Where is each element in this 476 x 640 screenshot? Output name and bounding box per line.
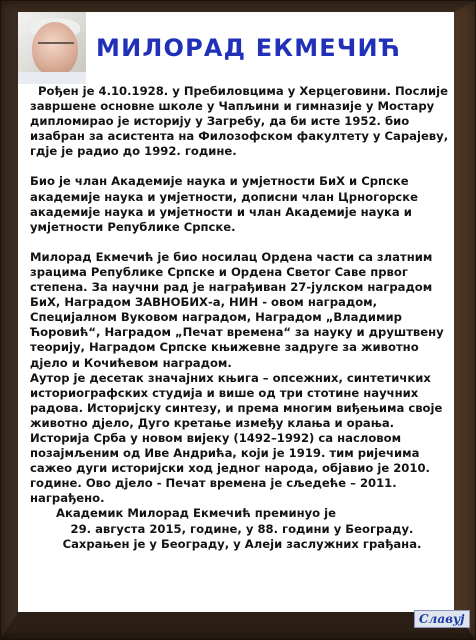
portrait-glasses (38, 42, 74, 52)
author-signature: Славуј (414, 610, 470, 628)
paragraph-death-line2: 29. августа 2015, године, у 88. години у Београду. (70, 521, 414, 536)
biography-text (30, 84, 454, 552)
paragraph-works: Аутор је десетак значајних књига – опсежних, синтетичких историографских студија и више од три стотине научних радова. Историјску синтезу, и према многим виђењима своје животно дјело, Дуго кретање између клања и орања. Историја Срба у новом вијеку (1492–1992) са насловом позајмљеним од Иве Андрића, који је 1919. тим ријечима сажео дуги историјски ход једног народа, објавио је 2010. године. Ово дјело - Печат времена је сљедеће – 2011. награђено. (30, 370, 443, 506)
paragraph-death-line3: Сахрањен је у Београду, у Алеји заслужних грађана. (62, 536, 422, 551)
portrait-shirt (18, 72, 86, 84)
paragraph-academies: Био је члан Академије наука и умјетности БиХ и Српске академије наука и умјетности, дописни члан Црногорске академије наука и умјетности и члан Академије наука и умјетности Републике Српске. (30, 174, 418, 234)
paragraph-birth: Рођен је 4.10.1928. у Пребиловцима у Херцеговини. Послије завршене основне школе у Чапљини и гимназије у Мостару дипломирао је историју у Загребу, да би исте 1952. био изабран за асистента на Филозофском факултету у Сарајеву, гдје је радио до 1992. године. (30, 84, 449, 159)
page-title: МИЛОРАД ЕКМЕЧИЋ (96, 34, 402, 62)
paragraph-death-line1: Академик Милорад Екмечић преминуо је (56, 506, 336, 521)
paragraph-awards: Милорад Екмечић је био носилац Ордена части са златним зрацима Републике Српске и Ордена Светог Саве првог степена. За научни рад је награђиван 27-јулском наградом БиХ, Наградом ЗАВНОБИХ-а, НИН - овом наградом, Специјалном Вуковом наградом, Наградом „Владимир Ћоровић“, Наградом „Печат времена“ за науку и друштвену теорију, Наградом Српске књижевне задруге за животно дјело и Кочићевом наградом. (30, 249, 444, 370)
portrait-photo (18, 12, 86, 84)
